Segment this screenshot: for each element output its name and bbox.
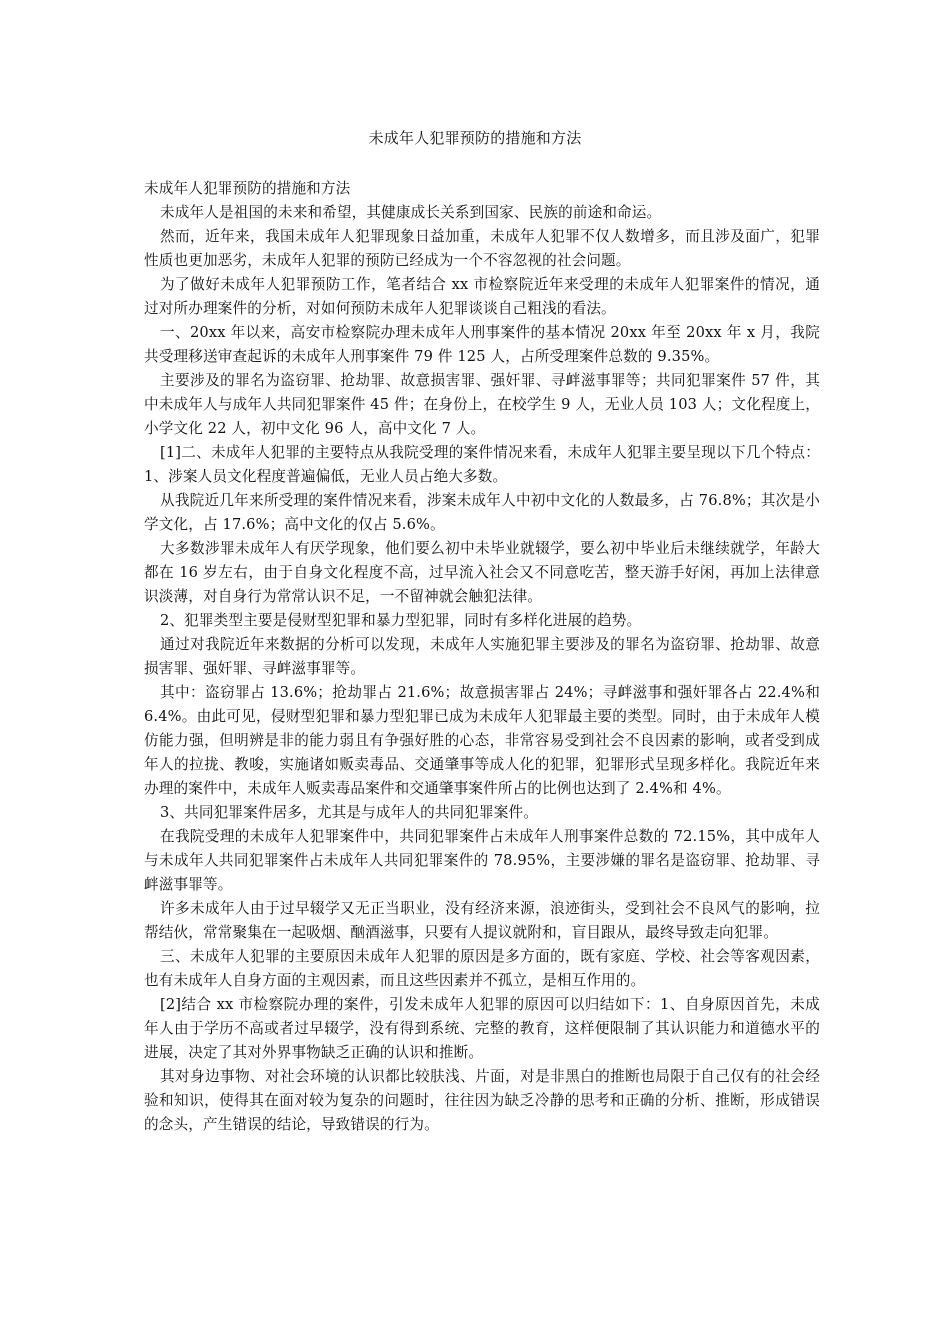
document-body: [144, 177, 820, 1137]
paragraph: 大多数涉罪未成年人有厌学现象，他们要么初中未毕业就辍学，要么初中毕业后未继续就学，年龄大都在 16 岁左右，由于自身文化程度不高，过早流入社会又不同意吃苦，整天游手好闲，再加上法律意识淡薄，对自身行为常常认识不足，一不留神就会触犯法律。: [144, 540, 820, 605]
paragraph: 然而，近年来，我国未成年人犯罪现象日益加重，未成年人犯罪不仅人数增多，而且涉及面广，犯罪性质也更加恶劣，未成年人犯罪的预防已经成为一个不容忽视的社会问题。: [144, 228, 820, 269]
paragraph: 为了做好未成年人犯罪预防工作，笔者结合 xx 市检察院近年来受理的未成年人犯罪案件的情况，通过对所办理案件的分析，对如何预防未成年人犯罪谈谈自己粗浅的看法。: [144, 276, 820, 317]
paragraph: 2、犯罪类型主要是侵财型犯罪和暴力型犯罪，同时有多样化进展的趋势。: [160, 612, 642, 629]
paragraph: 其对身边事物、对社会环境的认识都比较肤浅、片面，对是非黑白的推断也局限于自己仅有的社会经验和知识，使得其在面对较为复杂的问题时，往往因为缺乏冷静的思考和正确的分析、推断，形成错误的念头，产生错误的结论，导致错误的行为。: [144, 1068, 820, 1133]
paragraph: 未成年人是祖国的未来和希望，其健康成长关系到国家、民族的前途和命运。: [160, 204, 662, 221]
paragraph-heading: 未成年人犯罪预防的措施和方法: [144, 180, 351, 197]
paragraph: 许多未成年人由于过早辍学又无正当职业，没有经济来源，浪迹街头，受到社会不良风气的影响，拉帮结伙，常常聚集在一起吸烟、酗酒滋事，只要有人提议就附和，盲目跟从，最终导致走向犯罪。: [144, 900, 820, 941]
paragraph: 3、共同犯罪案件居多，尤其是与成年人的共同犯罪案件。: [160, 804, 539, 821]
paragraph: 一、20xx 年以来，高安市检察院办理未成年人刑事案件的基本情况 20xx 年至 20xx 年 x 月，我院共受理移送审查起诉的未成年人刑事案件 79 件 125 人，占所受理案件总数的 9.35%。: [144, 324, 820, 365]
paragraph: 主要涉及的罪名为盗窃罪、抢劫罪、故意损害罪、强奸罪、寻衅滋事罪等；共同犯罪案件 57 件，其中未成年人与成年人共同犯罪案件 45 件；在身份上，在校学生 9 人，无业人员 103 人；文化程度上，小学文化 22 人，初中文化 96 人，高中文化 7 人。: [144, 372, 820, 437]
document-title: 未成年人犯罪预防的措施和方法: [368, 129, 582, 147]
paragraph: 通过对我院近年来数据的分析可以发现，未成年人实施犯罪主要涉及的罪名为盗窃罪、抢劫罪、故意损害罪、强奸罪、寻衅滋事罪等。: [144, 636, 820, 677]
paragraph: 其中：盗窃罪占 13.6%；抢劫罪占 21.6%；故意损害罪占 24%；寻衅滋事和强奸罪各占 22.4%和 6.4%。由此可见，侵财型犯罪和暴力型犯罪已成为未成年人犯罪最主要的类型。同时，由于未成年人模仿能力强，但明辨是非的能力弱且有争强好胜的心态，非常容易受到社会不良因素的影响，或者受到成年人的拉拢、教唆，实施诸如贩卖毒品、交通肇事等成人化的犯罪，犯罪形式呈现多样化。我院近年来办理的案件中，未成年人贩卖毒品案件和交通肇事案件所占的比例也达到了 2.4%和 4%。: [144, 684, 820, 797]
paragraph: [1]二、未成年人犯罪的主要特点从我院受理的案件情况来看，未成年人犯罪主要呈现以下几个特点：1、涉案人员文化程度普遍偏低，无业人员占绝大多数。: [144, 444, 820, 485]
paragraph: 三、未成年人犯罪的主要原因未成年人犯罪的原因是多方面的，既有家庭、学校、社会等客观因素，也有未成年人自身方面的主观因素，而且这些因素并不孤立，是相互作用的。: [144, 948, 820, 989]
paragraph: 在我院受理的未成年人犯罪案件中，共同犯罪案件占未成年人刑事案件总数的 72.15%，其中成年人与未成年人共同犯罪案件占未成年人共同犯罪案件的 78.95%，主要涉嫌的罪名是盗窃罪、抢劫罪、寻衅滋事罪等。: [144, 828, 820, 893]
paragraph: [2]结合 xx 市检察院办理的案件，引发未成年人犯罪的原因可以归结如下：1、自身原因首先，未成年人由于学历不高或者过早辍学，没有得到系统、完整的教育，这样便限制了其认识能力和道德水平的进展，决定了其对外界事物缺乏正确的认识和推断。: [144, 996, 820, 1061]
paragraph: 从我院近几年来所受理的案件情况来看，涉案未成年人中初中文化的人数最多，占 76.8%；其次是小学文化，占 17.6%；高中文化的仅占 5.6%。: [144, 492, 820, 533]
